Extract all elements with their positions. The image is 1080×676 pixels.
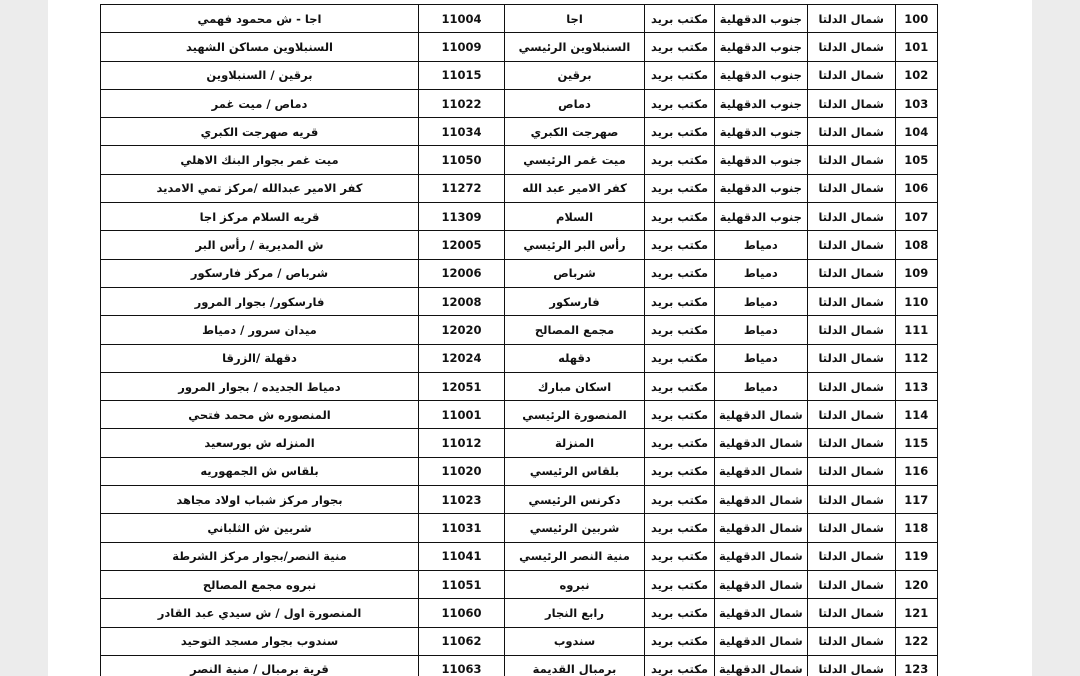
table-row — [101, 89, 938, 117]
address-cell: ميدان سرور / دمياط — [101, 316, 419, 344]
postal-code-cell: 11060 — [419, 599, 505, 627]
governorate-cell: شمال الدقهلية — [715, 570, 808, 598]
governorate-cell: شمال الدقهلية — [715, 457, 808, 485]
table-row — [101, 259, 938, 287]
address-cell: قريه السلام مركز اجا — [101, 203, 419, 231]
office-type-cell: مكتب بريد — [645, 33, 715, 61]
office-name-cell: منية النصر الرئيسي — [505, 542, 645, 570]
office-type-cell: مكتب بريد — [645, 599, 715, 627]
region-cell: شمال الدلتا — [807, 146, 895, 174]
postal-code-cell: 12024 — [419, 344, 505, 372]
office-name-cell: اجا — [505, 5, 645, 33]
governorate-cell: دمياط — [715, 287, 808, 315]
address-cell: شربين ش الثلباني — [101, 514, 419, 542]
row-number: 118 — [895, 514, 937, 542]
governorate-cell: شمال الدقهلية — [715, 655, 808, 676]
office-name-cell: بلقاس الرئيسي — [505, 457, 645, 485]
table-row — [101, 514, 938, 542]
office-type-cell: مكتب بريد — [645, 118, 715, 146]
row-number: 107 — [895, 203, 937, 231]
region-cell: شمال الدلتا — [807, 174, 895, 202]
office-type-cell: مكتب بريد — [645, 5, 715, 33]
region-cell: شمال الدلتا — [807, 627, 895, 655]
region-cell: شمال الدلتا — [807, 33, 895, 61]
address-cell: نبروه مجمع المصالح — [101, 570, 419, 598]
postal-code-cell: 11051 — [419, 570, 505, 598]
office-name-cell: شرباص — [505, 259, 645, 287]
region-cell: شمال الدلتا — [807, 514, 895, 542]
governorate-cell: دمياط — [715, 316, 808, 344]
table-row — [101, 146, 938, 174]
table-row — [101, 5, 938, 33]
region-cell: شمال الدلتا — [807, 287, 895, 315]
office-name-cell: شربين الرئيسي — [505, 514, 645, 542]
region-cell: شمال الدلتا — [807, 231, 895, 259]
postal-code-cell: 11004 — [419, 5, 505, 33]
governorate-cell: شمال الدقهلية — [715, 514, 808, 542]
row-number: 106 — [895, 174, 937, 202]
table-row — [101, 627, 938, 655]
office-type-cell: مكتب بريد — [645, 372, 715, 400]
row-number: 104 — [895, 118, 937, 146]
table-row — [101, 457, 938, 485]
office-type-cell: مكتب بريد — [645, 401, 715, 429]
governorate-cell: دمياط — [715, 344, 808, 372]
table-row — [101, 344, 938, 372]
region-cell: شمال الدلتا — [807, 259, 895, 287]
region-cell: شمال الدلتا — [807, 316, 895, 344]
office-name-cell: رابع النجار — [505, 599, 645, 627]
postal-code-cell: 12006 — [419, 259, 505, 287]
office-type-cell: مكتب بريد — [645, 61, 715, 89]
governorate-cell: جنوب الدقهلية — [715, 118, 808, 146]
row-number: 116 — [895, 457, 937, 485]
row-number: 100 — [895, 5, 937, 33]
region-cell: شمال الدلتا — [807, 203, 895, 231]
office-name-cell: السلام — [505, 203, 645, 231]
postal-code-cell: 12020 — [419, 316, 505, 344]
office-type-cell: مكتب بريد — [645, 429, 715, 457]
governorate-cell: شمال الدقهلية — [715, 542, 808, 570]
office-type-cell: مكتب بريد — [645, 203, 715, 231]
row-number: 117 — [895, 486, 937, 514]
address-cell: فارسكور/ بجوار المرور — [101, 287, 419, 315]
region-cell: شمال الدلتا — [807, 486, 895, 514]
row-number: 101 — [895, 33, 937, 61]
office-name-cell: دكرنس الرئيسي — [505, 486, 645, 514]
table-row — [101, 287, 938, 315]
address-cell: قرية برمبال / منية النصر — [101, 655, 419, 676]
row-number: 112 — [895, 344, 937, 372]
address-cell: المنصوره ش محمد فتحي — [101, 401, 419, 429]
governorate-cell: شمال الدقهلية — [715, 627, 808, 655]
row-number: 105 — [895, 146, 937, 174]
governorate-cell: جنوب الدقهلية — [715, 89, 808, 117]
postal-code-cell: 12008 — [419, 287, 505, 315]
document-page — [48, 0, 1032, 676]
office-type-cell: مكتب بريد — [645, 344, 715, 372]
row-number: 110 — [895, 287, 937, 315]
address-cell: اجا - ش محمود فهمي — [101, 5, 419, 33]
postal-code-cell: 11012 — [419, 429, 505, 457]
table-row — [101, 542, 938, 570]
governorate-cell: جنوب الدقهلية — [715, 5, 808, 33]
office-type-cell: مكتب بريد — [645, 655, 715, 676]
table-row — [101, 486, 938, 514]
address-cell: شرباص / مركز فارسكور — [101, 259, 419, 287]
address-cell: السنبلاوين مساكن الشهيد — [101, 33, 419, 61]
office-name-cell: رأس البر الرئيسي — [505, 231, 645, 259]
office-type-cell: مكتب بريد — [645, 457, 715, 485]
postal-code-cell: 11001 — [419, 401, 505, 429]
office-type-cell: مكتب بريد — [645, 259, 715, 287]
row-number: 122 — [895, 627, 937, 655]
table-row — [101, 61, 938, 89]
governorate-cell: جنوب الدقهلية — [715, 174, 808, 202]
post-offices-table — [100, 4, 938, 676]
row-number: 109 — [895, 259, 937, 287]
row-number: 103 — [895, 89, 937, 117]
region-cell: شمال الدلتا — [807, 599, 895, 627]
address-cell: دمياط الجديده / بجوار المرور — [101, 372, 419, 400]
postal-code-cell: 11272 — [419, 174, 505, 202]
address-cell: المنزله ش بورسعيد — [101, 429, 419, 457]
address-cell: سندوب بجوار مسجد التوحيد — [101, 627, 419, 655]
region-cell: شمال الدلتا — [807, 457, 895, 485]
postal-code-cell: 11063 — [419, 655, 505, 676]
address-cell: دقهلة /الزرقا — [101, 344, 419, 372]
office-name-cell: السنبلاوين الرئيسي — [505, 33, 645, 61]
address-cell: المنصورة اول / ش سيدي عبد القادر — [101, 599, 419, 627]
address-cell: بجوار مركز شباب اولاد مجاهد — [101, 486, 419, 514]
region-cell: شمال الدلتا — [807, 118, 895, 146]
postal-code-cell: 11041 — [419, 542, 505, 570]
postal-code-cell: 11309 — [419, 203, 505, 231]
governorate-cell: جنوب الدقهلية — [715, 33, 808, 61]
postal-code-cell: 11050 — [419, 146, 505, 174]
region-cell: شمال الدلتا — [807, 542, 895, 570]
region-cell: شمال الدلتا — [807, 5, 895, 33]
governorate-cell: دمياط — [715, 372, 808, 400]
row-number: 120 — [895, 570, 937, 598]
table-row — [101, 429, 938, 457]
region-cell: شمال الدلتا — [807, 429, 895, 457]
region-cell: شمال الدلتا — [807, 655, 895, 676]
office-name-cell: نبروه — [505, 570, 645, 598]
office-name-cell: كفر الامير عبد الله — [505, 174, 645, 202]
table-row — [101, 316, 938, 344]
office-type-cell: مكتب بريد — [645, 542, 715, 570]
region-cell: شمال الدلتا — [807, 570, 895, 598]
office-type-cell: مكتب بريد — [645, 627, 715, 655]
row-number: 115 — [895, 429, 937, 457]
address-cell: ش المديرية / رأس البر — [101, 231, 419, 259]
postal-code-cell: 11022 — [419, 89, 505, 117]
postal-code-cell: 11020 — [419, 457, 505, 485]
table-row — [101, 33, 938, 61]
postal-code-cell: 11034 — [419, 118, 505, 146]
governorate-cell: شمال الدقهلية — [715, 599, 808, 627]
row-number: 102 — [895, 61, 937, 89]
office-type-cell: مكتب بريد — [645, 570, 715, 598]
address-cell: ميت غمر بجوار البنك الاهلي — [101, 146, 419, 174]
governorate-cell: دمياط — [715, 259, 808, 287]
postal-code-cell: 12051 — [419, 372, 505, 400]
office-name-cell: برقين — [505, 61, 645, 89]
address-cell: منية النصر/بجوار مركز الشرطة — [101, 542, 419, 570]
office-name-cell: دماص — [505, 89, 645, 117]
governorate-cell: شمال الدقهلية — [715, 401, 808, 429]
row-number: 113 — [895, 372, 937, 400]
office-name-cell: برمبال القديمة — [505, 655, 645, 676]
office-type-cell: مكتب بريد — [645, 486, 715, 514]
region-cell: شمال الدلتا — [807, 372, 895, 400]
postal-code-cell: 11015 — [419, 61, 505, 89]
office-name-cell: المنصورة الرئيسي — [505, 401, 645, 429]
office-type-cell: مكتب بريد — [645, 316, 715, 344]
governorate-cell: شمال الدقهلية — [715, 486, 808, 514]
address-cell: دماص / ميت غمر — [101, 89, 419, 117]
office-type-cell: مكتب بريد — [645, 287, 715, 315]
region-cell: شمال الدلتا — [807, 89, 895, 117]
table-row — [101, 599, 938, 627]
row-number: 121 — [895, 599, 937, 627]
row-number: 119 — [895, 542, 937, 570]
governorate-cell: دمياط — [715, 231, 808, 259]
office-type-cell: مكتب بريد — [645, 89, 715, 117]
address-cell: بلقاس ش الجمهوريه — [101, 457, 419, 485]
governorate-cell: شمال الدقهلية — [715, 429, 808, 457]
office-type-cell: مكتب بريد — [645, 514, 715, 542]
office-type-cell: مكتب بريد — [645, 146, 715, 174]
office-name-cell: سندوب — [505, 627, 645, 655]
address-cell: كفر الامير عبدالله /مركز تمي الامديد — [101, 174, 419, 202]
row-number: 123 — [895, 655, 937, 676]
governorate-cell: جنوب الدقهلية — [715, 61, 808, 89]
table-body — [101, 5, 938, 676]
office-name-cell: دقهله — [505, 344, 645, 372]
postal-code-cell: 11009 — [419, 33, 505, 61]
table-row — [101, 118, 938, 146]
row-number: 108 — [895, 231, 937, 259]
row-number: 114 — [895, 401, 937, 429]
table-row — [101, 655, 938, 676]
table-row — [101, 372, 938, 400]
region-cell: شمال الدلتا — [807, 401, 895, 429]
region-cell: شمال الدلتا — [807, 344, 895, 372]
postal-code-cell: 11031 — [419, 514, 505, 542]
office-name-cell: مجمع المصالح — [505, 316, 645, 344]
office-name-cell: ميت غمر الرئيسي — [505, 146, 645, 174]
office-name-cell: اسكان مبارك — [505, 372, 645, 400]
office-name-cell: صهرجت الكبري — [505, 118, 645, 146]
address-cell: قريه صهرجت الكبري — [101, 118, 419, 146]
office-name-cell: فارسكور — [505, 287, 645, 315]
table-row — [101, 231, 938, 259]
table-row — [101, 401, 938, 429]
governorate-cell: جنوب الدقهلية — [715, 203, 808, 231]
address-cell: برقين / السنبلاوين — [101, 61, 419, 89]
governorate-cell: جنوب الدقهلية — [715, 146, 808, 174]
region-cell: شمال الدلتا — [807, 61, 895, 89]
office-name-cell: المنزلة — [505, 429, 645, 457]
postal-code-cell: 11062 — [419, 627, 505, 655]
office-type-cell: مكتب بريد — [645, 174, 715, 202]
table-row — [101, 174, 938, 202]
row-number: 111 — [895, 316, 937, 344]
table-row — [101, 203, 938, 231]
office-type-cell: مكتب بريد — [645, 231, 715, 259]
postal-code-cell: 11023 — [419, 486, 505, 514]
table-row — [101, 570, 938, 598]
postal-code-cell: 12005 — [419, 231, 505, 259]
